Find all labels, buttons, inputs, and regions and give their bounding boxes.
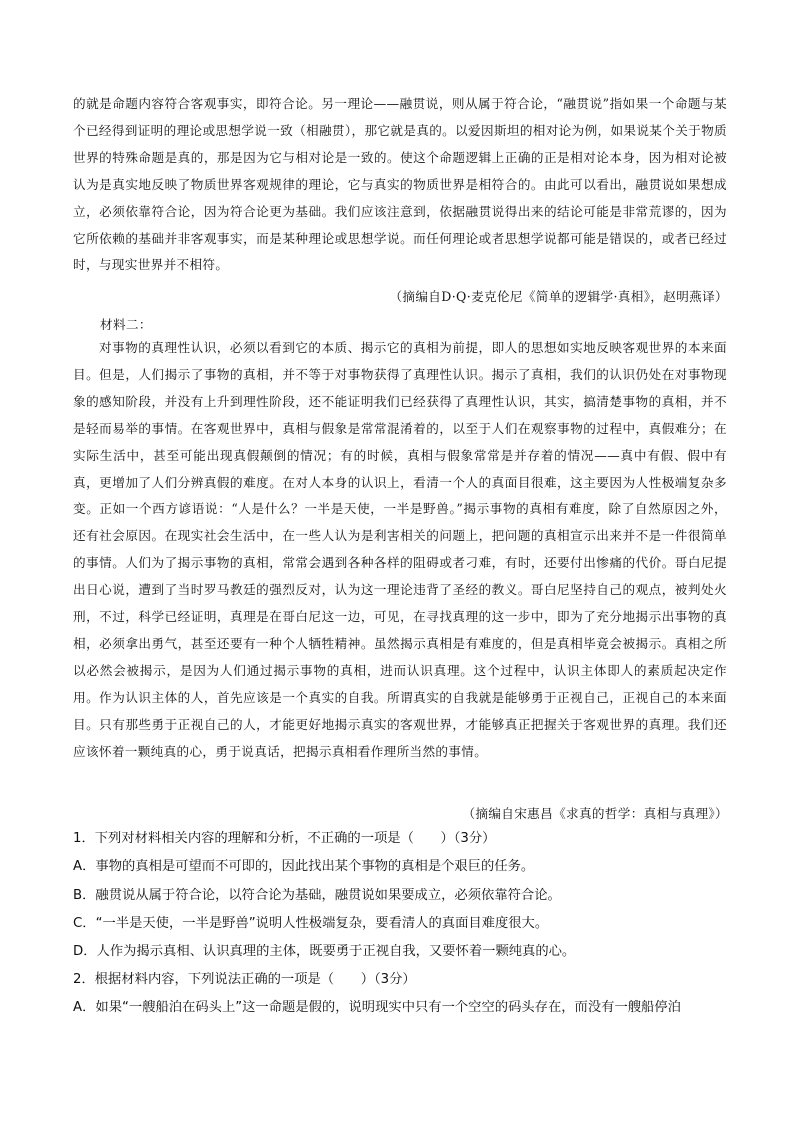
material1-paragraph: 的就是命题内容符合客观事实，即符合论。另一理论——融贯说，则从属于符合论，“融贯说”指如果一个命题与某个已经得到证明的理论或思想学说一致（相融贯），那它就是真的。以爱因斯坦的相对论为例，如果说某个关于物质世界的特殊命题是真的，那是因为它与相对论是一致的。使这个命题逻辑上正确的正是相对论本身，因为相对论被认为是真实地反映了物质世界客观规律的理论，它与真实的物质世界是相符合的。由此可以看出，融贯说如果想成立，必须依靠符合论，因为符合论更为基础。我们应该注意到，依据融贯说得出来的结论可能是非常荒谬的，因为它所依赖的基础并非客观事实，而是某种理论或思想学说。而任何理论或者思想学说都可能是错误的，或者已经过时，与现实世界并不相符。 xyxy=(73,96,727,273)
question-1-stem: 1．下列对材料相关内容的理解和分析，不正确的一项是（ ）（3分） xyxy=(73,831,496,846)
question-1-option-d: D．人作为揭示真相、认识真理的主体，既要勇于正视自我，又要怀着一颗纯真的心。 xyxy=(73,944,576,959)
question-2-stem: 2．根据材料内容，下列说法正确的一项是（ ）（3分） xyxy=(73,972,416,987)
material2-label: 材料二： xyxy=(100,317,152,332)
question-1-option-b: B．融贯说从属于符合论，以符合论为基础，融贯说如果要成立，必须依靠符合论。 xyxy=(73,888,561,903)
material1-citation: （摘编自D·Q·麦克伦尼《简单的逻辑学·真相》，赵明燕译） xyxy=(389,289,728,304)
material2-paragraph: 对事物的真理性认识，必须以看到它的本质、揭示它的真相为前提，即人的思想如实地反映客观世界的本来面目。但是，人们揭示了事物的真相，并不等于对事物获得了真理性认识。揭示了真相，我们的认识仍处在对事物现象的感知阶段，并没有上升到理性阶段，还不能证明我们已经获得了真理性认识，其实，搞清楚事物的真相，并不是轻而易举的事情。在客观世界中，真相与假象是常常混淆着的，以至于人们在观察事物的过程中，真假难分；在实际生活中，甚至可能出现真假颠倒的情况；有的时候，真相与假象常常是并存着的情况——真中有假、假中有真，更增加了人们分辨真假的难度。在对人本身的认识上，看清一个人的真面目很难，这主要因为人性极端复杂多变。正如一个西方谚语说：“人是什么？一半是天使，一半是野兽。”揭示事物的真相有难度，除了自然原因之外，还有社会原因。在现实社会生活中，在一些人认为是利害相关的问题上，把问题的真相宣示出来并不是一件很简单的事情。人们为了揭示事物的真相，常常会遇到各种各样的阻碍或者刁难，有时，还要付出惨痛的代价。哥白尼提出日心说，遭到了当时罗马教廷的强烈反对，认为这一理论违背了圣经的教义。哥白尼坚持自己的观点，被判处火刑，不过，科学已经证明，真理是在哥白尼这一边，可见，在寻找真理的这一步中，即为了充分地揭示出事物的真相，必须拿出勇气，甚至还要有一种个人牺牲精神。虽然揭示真相是有难度的，但是真相毕竟会被揭示。真相之所以必然会被揭示，是因为人们通过揭示事物的真相，进而认识真理。这个过程中，认识主体即人的素质起决定作用。作为认识主体的人，首先应该是一个真实的自我。所谓真实的自我就是能够勇于正视自己，正视自己的本来面目。只有那些勇于正视自己的人，才能更好地揭示真实的客观世界，才能够真正把握关于客观世界的真理。我们还应该怀着一颗纯真的心，勇于说真话，把揭示真相看作理所当然的事情。 xyxy=(73,340,727,759)
question-1-option-c: C．“一半是天使，一半是野兽”说明人性极端复杂，要看清人的真面目难度很大。 xyxy=(73,916,549,931)
material2-citation: （摘编自宋惠昌《求真的哲学：真相与真理》） xyxy=(462,806,728,821)
question-1-option-a: A．事物的真相是可望而不可即的，因此找出某个事物的真相是个艰巨的任务。 xyxy=(73,859,535,874)
question-2-option-a: A．如果“一艘船泊在码头上”这一命题是假的，说明现实中只有一个空空的码头存在，而没有一艘船停泊 xyxy=(73,1000,681,1015)
